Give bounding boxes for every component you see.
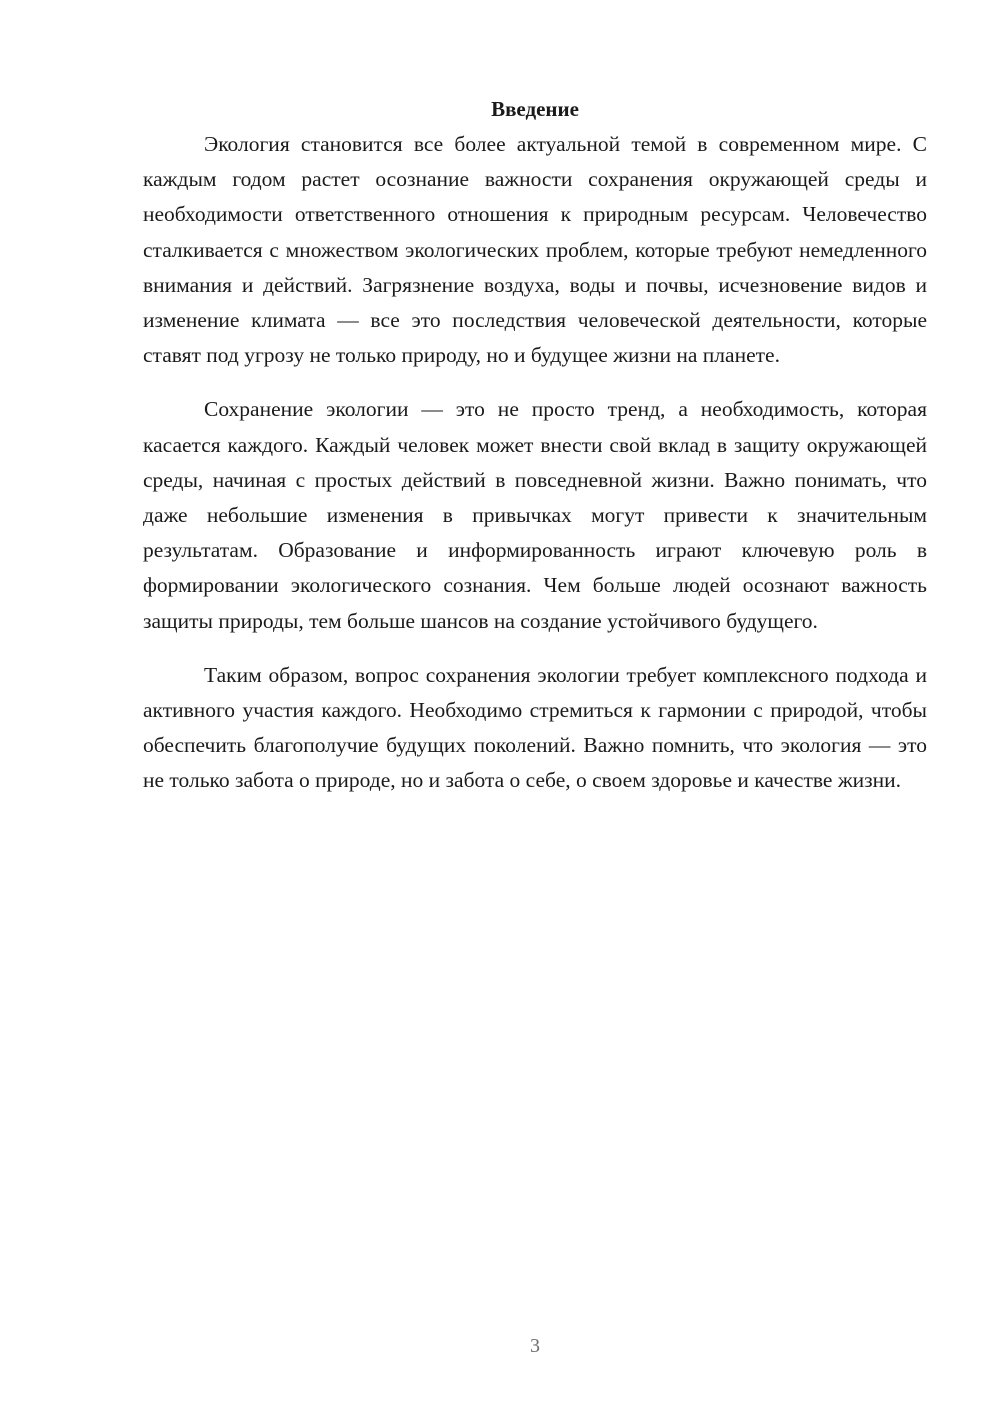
paragraph-1: Экология становится все более актуальной темой в современном мире. С каждым годом растет осознание важности сохранения окружающей среды и необходимости ответственного отношения к природным ресурсам. Человечество сталкивается с множеством экологических проблем, которые требуют немедленного внимания и действий. Загрязнение воздуха, воды и почвы, исчезновение видов и изменение климата — все это последствия человеческой деятельности, которые ставят под угрозу не только природу, но и будущее жизни на планете. — [143, 132, 927, 368]
page-content — [143, 92, 927, 818]
paragraph-2: Сохранение экологии — это не просто тренд, а необходимость, которая касается каждого. Каждый человек может внести свой вклад в защиту окружающей среды, начиная с простых действий в повседневной жизни. Важно понимать, что даже небольшие изменения в привычках могут привести к значительным результатам. Образование и информированность играют ключевую роль в формировании экологического сознания. Чем больше людей осознают важность защиты природы, тем больше шансов на создание устойчивого будущего. — [143, 397, 927, 633]
page-number: 3 — [530, 1335, 540, 1357]
paragraph-3: Таким образом, вопрос сохранения экологии требует комплексного подхода и активного участия каждого. Необходимо стремиться к гармонии с природой, чтобы обеспечить благополучие будущих поколений. Важно помнить, что экология — это не только забота о природе, но и забота о себе, о своем здоровье и качестве жизни. — [143, 662, 927, 793]
section-heading: Введение — [491, 97, 579, 121]
